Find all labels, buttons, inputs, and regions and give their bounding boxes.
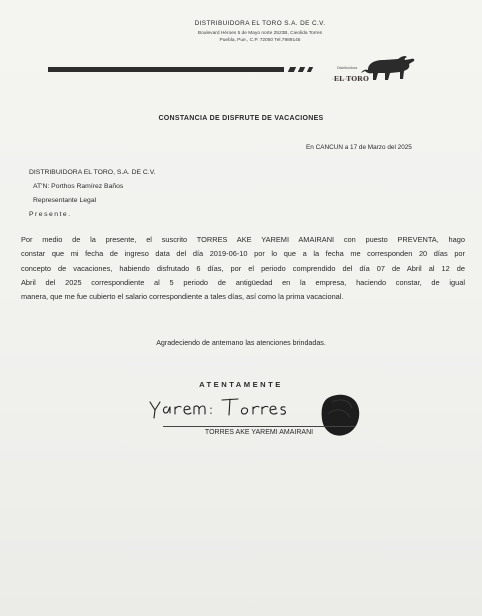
letterhead-address-line2: Puebla, Pue., C.P. 72050 Tel.7989145 xyxy=(219,38,301,43)
body-line: constar que mi fecha de ingreso data del día 2019-06-10 por lo que a la fecha me corresponden 20 días por xyxy=(21,249,465,259)
body-paragraph xyxy=(21,233,465,304)
addressee-attn: AT'N: Porthos Ramírez Baños xyxy=(33,183,124,190)
thanks-line: Agradeciendo de antemano las atenciones brindadas. xyxy=(156,339,326,347)
place-date: En CANCUN a 17 de Marzo del 2025 xyxy=(306,144,412,151)
body-line: manera, que me fue cubierto el salario correspondiente a tales días, así como la prima vacacional. xyxy=(21,292,344,302)
signature-line xyxy=(163,426,355,427)
addressee-company: DISTRIBUIDORA EL TORO, S.A. DE C.V. xyxy=(29,169,156,176)
signer-name: TORRES AKE YAREMI AMAIRANI xyxy=(204,429,314,436)
letterhead-company: DISTRIBUIDORA EL TORO S.A. DE C.V. xyxy=(194,20,326,27)
logo-brand: EL TORO xyxy=(334,74,370,83)
addressee-block xyxy=(29,166,156,222)
body-line: Abril del 2025 correspondiente al 5 periodo de antigüedad en la empresa, haciendo constar, de igual xyxy=(21,277,465,287)
letterhead-rule-dash xyxy=(307,67,313,72)
addressee-role: Representante Legal xyxy=(33,197,97,204)
letterhead-address-line1: Boulevard Héroes 5 de Mayo norte 2523B, Cieolida Torres xyxy=(197,31,323,36)
body-line: concepto de vacaciones, habiendo disfrutado 6 días, por el periodo comprendido del día 07 de Abril al 12 de xyxy=(21,263,465,273)
addressee-presente: Presente. xyxy=(29,211,72,218)
closing: ATENTAMENTE xyxy=(199,380,283,389)
letterhead-rule xyxy=(48,67,284,72)
document-title: CONSTANCIA DE DISFRUTE DE VACACIONES xyxy=(158,115,324,122)
body-line: Por medio de la presente, el suscrito TORRES AKE YAREMI AMAIRANI con puesto PREVENTA, hago xyxy=(21,235,465,244)
letterhead-rule-dash xyxy=(288,67,296,72)
letterhead-rule-dash xyxy=(298,67,305,72)
logo-subtitle: Distribuidora xyxy=(337,66,358,70)
